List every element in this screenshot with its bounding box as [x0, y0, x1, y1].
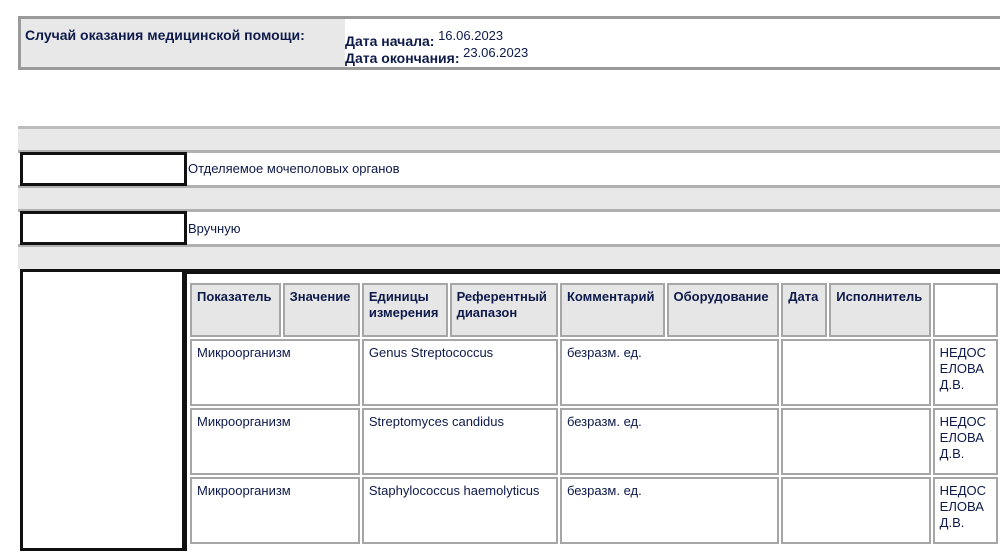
table-row: [190, 408, 998, 475]
cell-value: Staphylococcus haemolyticus: [362, 477, 558, 544]
section-band: [18, 126, 1000, 152]
cell-executor: НЕДОС ЕЛОВА Д.В.: [933, 477, 998, 544]
header-reference: Референтный диапазон: [450, 283, 558, 337]
results-table: [188, 281, 1000, 546]
case-dates: [345, 16, 1000, 70]
cell-indicator: Микроорганизм: [190, 408, 360, 475]
method-text: Вручную: [188, 221, 241, 236]
cell-executor: НЕДОС ЕЛОВА Д.В.: [933, 408, 998, 475]
end-date-value: 23.06.2023: [463, 45, 529, 60]
header-date: Дата: [781, 283, 827, 337]
section-band: [18, 247, 1000, 269]
cell-empty: [781, 408, 930, 475]
table-row: [190, 477, 998, 544]
header-executor: Исполнитель: [829, 283, 930, 337]
cell-value: Streptomyces candidus: [362, 408, 558, 475]
cell-indicator: Микроорганизм: [190, 477, 360, 544]
end-date-label: Дата окончания:: [345, 50, 460, 66]
header-value: Значение: [283, 283, 360, 337]
cell-value: Genus Streptococcus: [362, 339, 558, 406]
start-date-value: 16.06.2023: [438, 28, 504, 43]
header-blank: [933, 283, 998, 337]
end-date-row: [345, 45, 529, 66]
cell-units: безразм. ед.: [560, 339, 779, 406]
table-header-row: [190, 283, 998, 337]
case-label-text: Случай оказания медицинской помощи:: [25, 27, 305, 43]
header-equipment: Оборудование: [667, 283, 780, 337]
start-date-label: Дата начала:: [345, 33, 435, 49]
results-label-box: [20, 269, 187, 551]
cell-empty: [781, 477, 930, 544]
header-indicator: Показатель: [190, 283, 281, 337]
table-row: [190, 339, 998, 406]
section-band: [18, 188, 1000, 210]
method-label-box: [20, 211, 187, 245]
cell-indicator: Микроорганизм: [190, 339, 360, 406]
cell-executor: НЕДОС ЕЛОВА Д.В.: [933, 339, 998, 406]
header-units: Единицы измерения: [362, 283, 448, 337]
material-label-box: [20, 152, 187, 186]
cell-empty: [781, 339, 930, 406]
header-comment: Комментарий: [560, 283, 665, 337]
cell-units: безразм. ед.: [560, 477, 779, 544]
case-label: [18, 16, 348, 70]
cell-units: безразм. ед.: [560, 408, 779, 475]
material-text: Отделяемое мочеполовых органов: [188, 161, 400, 176]
